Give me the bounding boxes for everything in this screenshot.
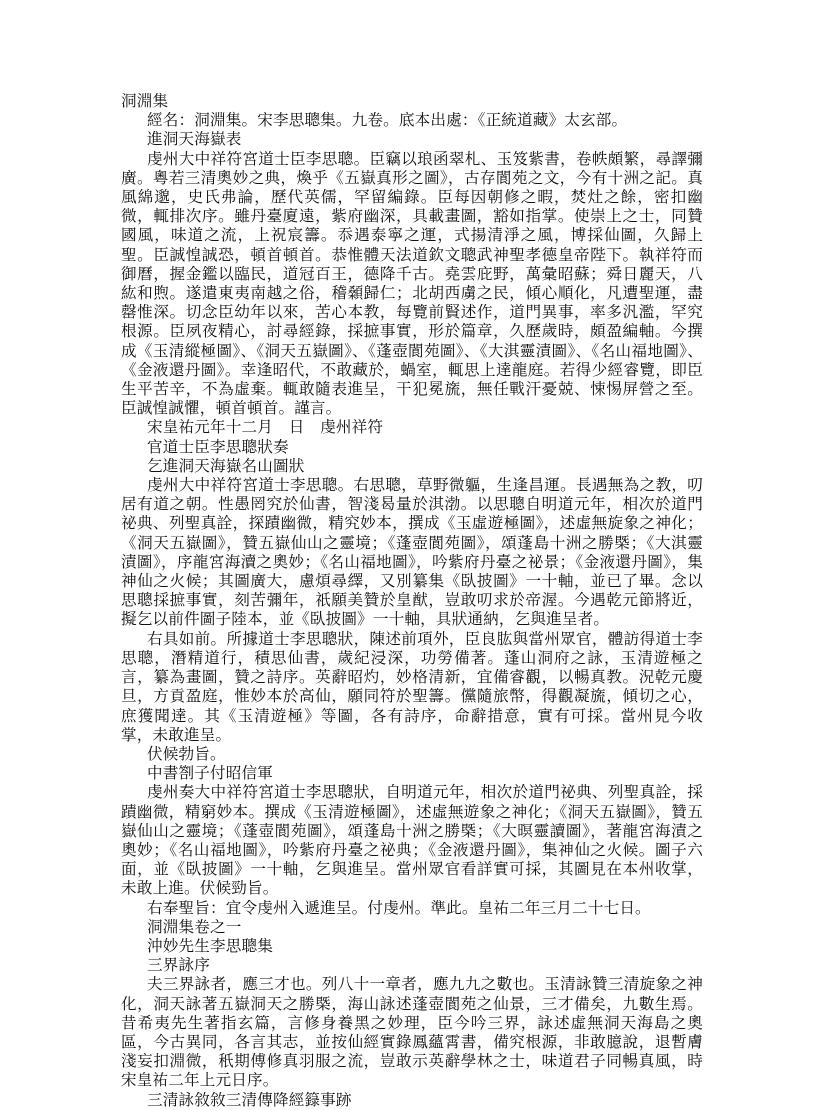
catalog-note: 經名：洞淵集。宋李思聰集。九卷。底本出處：《正統道藏》太玄部。 (147, 111, 628, 130)
author-line: 沖妙先生李思聰集 (147, 936, 273, 955)
section-heading: 三清詠敘敘三清傳降經籙事跡 (147, 1090, 352, 1109)
date-line: 宋皇祐元年十二月 日 虔州祥符 (147, 418, 384, 437)
document-title: 洞淵集 (121, 92, 169, 110)
body-paragraph: 虔州奏大中祥符宮道士李思聰狀，自明道元年，相次於道門祕典、列聖真詮，採蹟幽微，精窮妙本。撰成《玉清遊極圖》，述虛無遊象之神化；《洞天五嶽圖》，贊五嶽仙山之靈境；《蓬壺閬苑圖》，頌蓬島十洲之勝槩；《大暝靈讀圖》，著龍宮海漬之奧妙；《名山福地圖》，吟紫府丹臺之祕典；《金液還丹圖》，集神仙之火候。圖子六面，並《臥披圖》一十軸，乞與進呈。當州眾官看詳實可採，其圖見在本州收掌，未敢上進。伏候勁旨。 (121, 783, 703, 898)
closing-line: 伏候勃旨。 (147, 744, 226, 763)
document-page (121, 92, 703, 1110)
body-paragraph: 夫三界詠者，應三才也。列八十一章者，應九九之數也。玉清詠贊三清旋象之神化，洞天詠著五嶽洞天之勝槩，海山詠述蓬壺閬苑之仙景，三才備矣，九數生焉。昔希夷先生著指玄篇，言修身養黑之妙理，臣今吟三界，詠述虛無洞天海島之奧區，今古異同，各言其志，並按仙經實錄鳳蘊霄書，備究根源，非敢臆說，退暫膚淺妄扣淵微，秖期傅修真羽服之流，豈敢示英辭學林之士，味道君子同暢真風，時宋皇祐二年上元日序。 (121, 975, 703, 1090)
section-heading: 中書劄子付昭信軍 (147, 764, 273, 783)
body-paragraph: 虔州大中祥符宮道士臣李思聰。臣竊以琅函翠札、玉笈紫書，卷帙頗繁，尋譯彌廣。粵若三清奧妙之典，煥乎《五嶽真形之圖》，古存閬苑之文，今有十洲之記。真風綿邈，史氏弗論，歷代英儒，罕留編錄。臣每因朝修之暇，焚灶之餘，密扣幽微，輒排次序。雖丹臺廈遠，紫府幽深，具載畫圖，豁如指掌。使崇上之士，同贊國風，味道之流，上祝宸籌。忝遇泰寧之運，式揚清淨之風，博採仙圖，久歸上聖。臣誠惶誠恐，頓首頓首。恭惟體天法道欽文聰武神聖孝德皇帝陛下。執祥符而御曆，握金鑑以臨民，道冠百王，德降千古。堯雲庇野，萬彙昭蘇；舜日麗天，八紘和煦。遂遣東夷南越之俗，稽顙歸仁；北胡西虜之民，傾心順化，凡遭聖運，盡罄惟深。切念臣幼年以來，苦心本教，每覽前賢述作，道門異事，率多汎濫，罕究根源。臣夙夜精心，討尋經錄，採摭事實，形於篇章，久歷歲時，頗盈編軸。今撰成《玉清縱極圖》、《洞天五嶽圖》、《蓬壺閬苑圖》、《大淇靈漬圖》、《名山福地圖》、《金液還丹圖》。幸逢昭代，不敢藏於，蝸室，輒思上達龍庭。若得少經睿覽，即臣生平苦辛，不為虛棄。輒敢隨表進呈，干犯冕旒，無任戰汗憂兢、悚惕屏營之至。臣誠惶誠懼，頓首頓首。謹言。 (121, 149, 703, 418)
signature-line: 官道士臣李思聰狀奏 (147, 437, 289, 456)
decree-line: 右奉聖旨：宜令虔州入遞進呈。付虔州。準此。皇祐二年三月二十七日。 (147, 898, 651, 917)
body-paragraph: 虔州大中祥符宮道士李思聰。右思聰，草野微軀，生逢昌運。長遇無為之教，叨居有道之朝。性愚罔究於仙書，智淺曷量於淇渤。以思聰自明道元年，相次於道門祕典、列聖真詮，探蹟幽微，精究妙本，撰成《玉虛遊極圖》，述虛無旋象之神化；《洞天五嶽圖》，贊五嶽仙山之靈境；《蓬壺閬苑圖》，頌蓬島十洲之勝槩；《大淇靈漬圖》，序龍宮海瀆之奧妙；《名山福地圖》，吟紫府丹臺之祕景；《金液還丹圖》，集神仙之火候；其圖廣大，慮煩尋繹，又別纂集《臥披圖》一十軸，並已了畢。念以思聰採摭事實，刻苦彌年，祇願美贊於皇猷，豈敢叨求於帝渥。今遇乾元節將近，擬乞以前件圖子陸本，並《臥披圖》一十軸，具狀通納，乞與進呈者。 (121, 476, 703, 629)
section-heading: 進洞天海嶽表 (147, 130, 242, 149)
volume-heading: 洞淵集卷之一 (147, 917, 242, 936)
section-heading: 三界詠序 (147, 956, 210, 975)
section-heading: 乞進洞天海嶽名山圖狀 (147, 456, 305, 475)
body-paragraph: 右具如前。所據道士李思聰狀，陳述前項外，臣良肱與當州眾官，體訪得道士李思聰，潛精道行，積思仙書，歲紀浸深，功勞備著。蓬山洞府之詠，玉清遊極之言，纂為畫圖，贊之詩序。英辭昭灼，妙格清新，宜備睿觀，以暢真教。況乾元慶旦，方貢盈庭，惟妙本於高仙，願同符於聖籌。儻隨旅幣，得觀凝旒，傾切之心，庶獲聞達。其《玉清遊極》等圖，各有詩序，命辭措意，實有可採。當州見今收掌，未敢進呈。 (121, 629, 703, 744)
